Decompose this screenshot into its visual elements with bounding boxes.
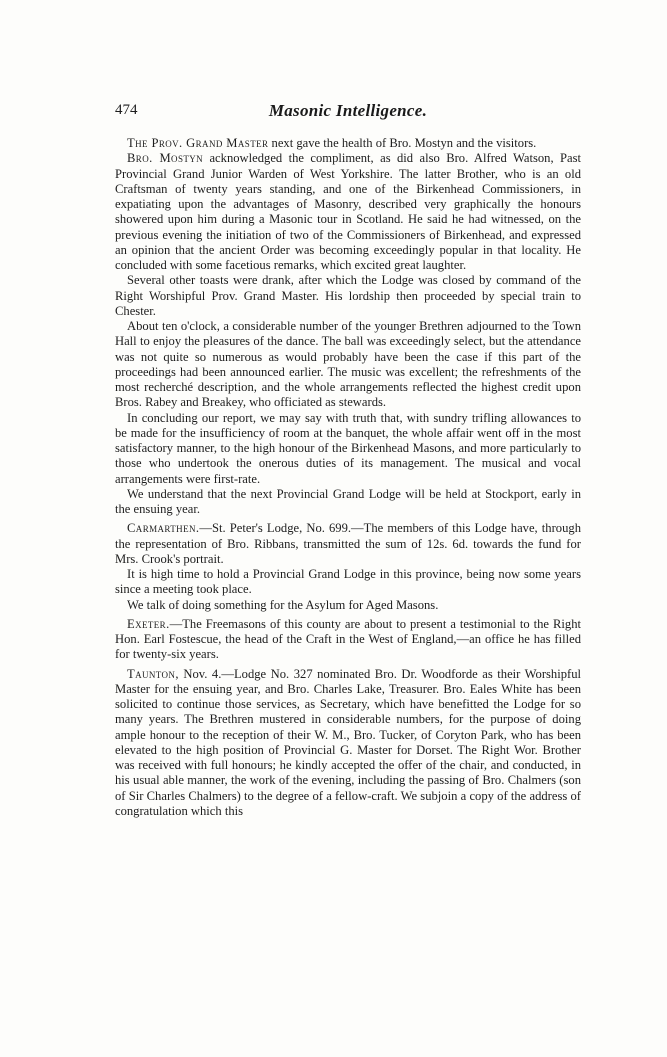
paragraph-text: We talk of doing something for the Asylum for Aged Masons. bbox=[127, 597, 439, 612]
paragraph-asylum bbox=[115, 598, 581, 613]
paragraph-text: We understand that the next Provincial Grand Lodge will be held at Stockport, early in the ensuing year. bbox=[115, 486, 581, 516]
paragraph-text: Nov. 4.—Lodge No. 327 nominated Bro. Dr. Woodforde as their Worshipful Master for the ensuing year, and Bro. Charles Lake, Treasurer. Bro. Eales White has been solicited to continue those services, as Secretary, which have benefitted the Lodge for so many years. The Brethren mustered in considerable numbers, for the purpose of doing ample honour to the reception of their W. M., Bro. Tucker, of Coryton Park, who has been elevated to the high position of Provincial G. Master for Dorset. The Right Wor. Brother was received with full honours; he kindly accepted the offer of the chair, and conducted, in his usual able manner, the work of the evening, including the passing of Bro. Chalmers (son of Sir Charles Chalmers) to the degree of a fellow-craft. We subjoin a copy of the address of congratulation which this bbox=[115, 666, 581, 818]
paragraph-ball bbox=[115, 319, 581, 411]
paragraph-text: —St. Peter's Lodge, No. 699.—The members of this Lodge have, through the representation of Bro. Ribbans, transmitted the sum of 12s. 6d. towards the fund for Mrs. Crook's portrait. bbox=[115, 521, 581, 566]
paragraph-lead: Carmarthen. bbox=[127, 521, 200, 536]
paragraph-text: About ten o'clock, a considerable number of the younger Brethren adjourned to the Town Hall to enjoy the pleasures of the dance. The ball was exceedingly select, but the attendance was not quite so numerous as would probably have been the case if this part of the proceedings had been announced earlier. The music was excellent; the refreshments of the most recherché description, and the whole arrangements reflected the highest credit upon Bros. Rabey and Breakey, who officiated as stewards. bbox=[115, 319, 581, 410]
paragraph-text: It is high time to hold a Provincial Grand Lodge in this province, being now some years since a meeting took place. bbox=[115, 567, 581, 597]
paragraph-toast-mostyn bbox=[115, 136, 581, 151]
page-header bbox=[115, 102, 581, 124]
page-number: 474 bbox=[115, 102, 138, 118]
running-title: Masonic Intelligence. bbox=[268, 101, 428, 120]
paragraph-text: In concluding our report, we may say with truth that, with sundry trifling allowances to be made for the insufficiency of room at the banquet, the whole affair went off in the most satisfactory manner, to the high honour of the Birkenhead Masons, and more particularly to those who undertook the onerous duties of its management. The musical and vocal arrangements were first-rate. bbox=[115, 410, 581, 486]
paragraph-carmarthen bbox=[115, 521, 581, 567]
paragraph-concluding bbox=[115, 411, 581, 487]
paragraph-other-toasts bbox=[115, 273, 581, 319]
paragraph-text: Several other toasts were drank, after which the Lodge was closed by command of the Right Worshipful Prov. Grand Master. His lordship then proceeded by special train to Chester. bbox=[115, 273, 581, 318]
paragraph-lead: Taunton, bbox=[127, 666, 179, 681]
paragraph-lead: Bro. Mostyn bbox=[127, 151, 204, 166]
paragraph-text: acknowledged the compliment, as did also Bro. Alfred Watson, Past Provincial Grand Junior Warden of West Yorkshire. The latter Brother, who is an old Craftsman of twenty years standing, and one of the Birkenhead Commissioners, in expatiating upon the advantages of Masonry, described very graphically the honours showered upon him during a Masonic tour in Scotland. He said he had witnessed, on the previous evening the initiation of two of the Commissioners of Birkenhead, and expressed an opinion that the ancient Order was becoming exceedingly popular in that locality. He concluded with some facetious remarks, which excited great laughter. bbox=[115, 151, 581, 272]
paragraph-text: next gave the health of Bro. Mostyn and the visitors. bbox=[268, 136, 537, 150]
paragraph-taunton bbox=[115, 667, 581, 820]
paragraph-next-lodge bbox=[115, 487, 581, 518]
paragraph-exeter bbox=[115, 617, 581, 663]
paragraph-lead: Exeter. bbox=[127, 616, 170, 631]
paragraph-text: —The Freemasons of this county are about to present a testimonial to the Right Hon. Earl Fostescue, the head of the Craft in the West of England,—an office he has filled for twenty-six years. bbox=[115, 616, 581, 662]
article-body bbox=[115, 136, 581, 819]
paragraph-lead: The Prov. Grand Master bbox=[127, 136, 269, 150]
paragraph-mostyn-reply bbox=[115, 151, 581, 273]
paragraph-provincial-lodge bbox=[115, 567, 581, 598]
